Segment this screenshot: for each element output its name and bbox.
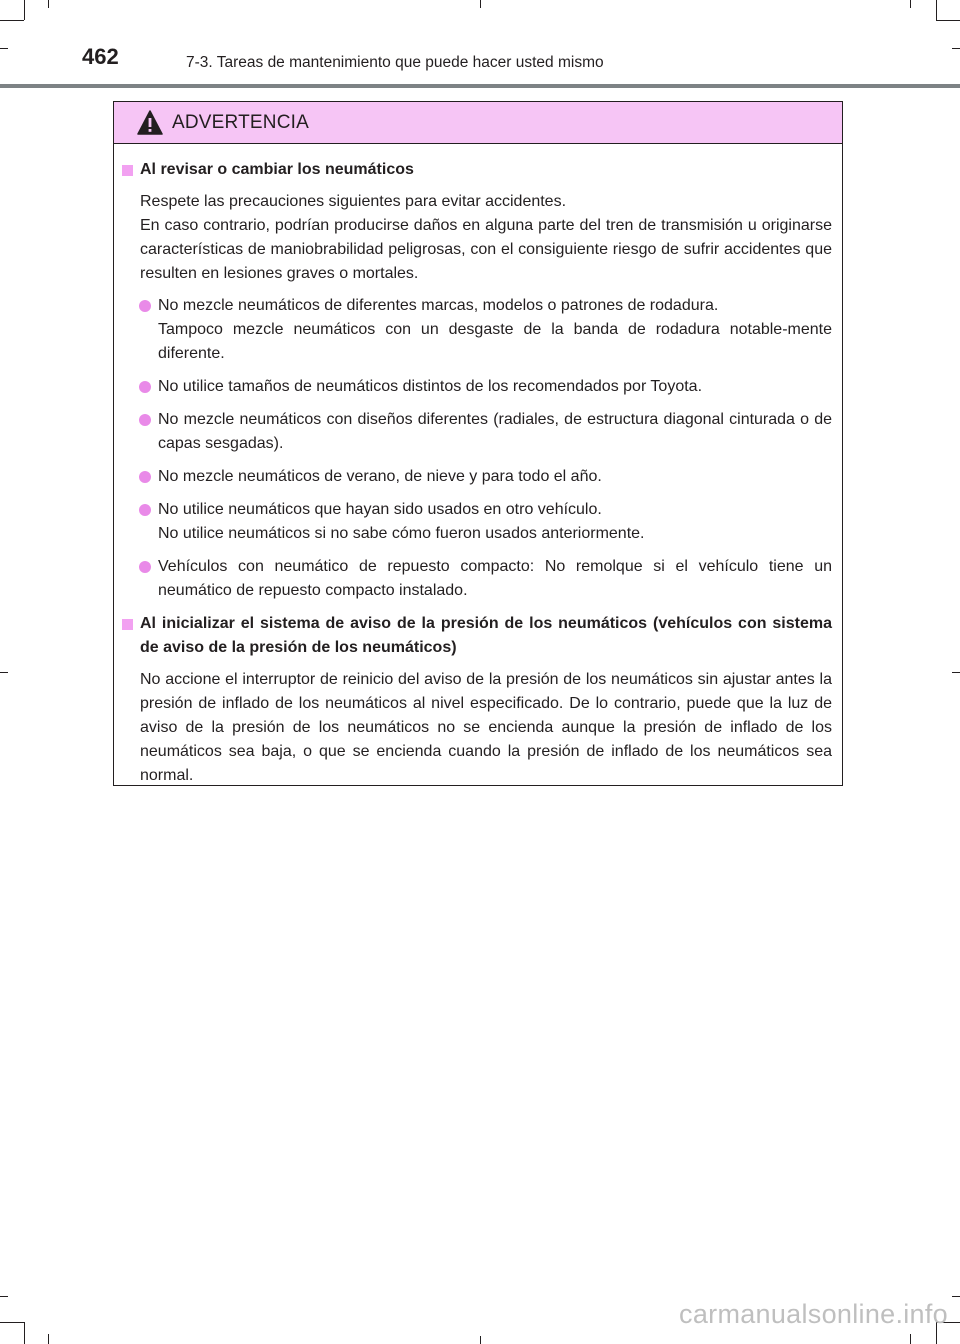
watermark: carmanualsonline.info <box>679 1299 948 1329</box>
crop-mark <box>910 0 911 8</box>
crop-mark <box>952 1296 960 1297</box>
section-heading: Al revisar o cambiar los neumáticos <box>114 158 832 182</box>
bullet-dot-icon <box>139 414 151 426</box>
crop-mark <box>48 0 49 8</box>
crop-mark <box>952 672 960 673</box>
crop-mark <box>910 1334 911 1344</box>
section-title: 7-3. Tareas de mantenimiento que puede hacer usted mismo <box>186 54 604 71</box>
list-item: No mezcle neumáticos de diferentes marcas, modelos o patrones de rodadura. Tampoco mezcle neumáticos con un desgaste de la banda de rodadura notable-mente diferente. <box>114 294 832 366</box>
crop-mark <box>936 20 960 21</box>
crop-mark <box>0 672 8 673</box>
crop-mark <box>480 1336 481 1344</box>
list-item: No utilice neumáticos que hayan sido usados en otro vehículo. No utilice neumáticos si no sabe cómo fueron usados anteriormente. <box>114 498 832 546</box>
crop-mark <box>24 0 25 20</box>
section-paragraph: No accione el interruptor de reinicio del aviso de la presión de los neumáticos sin ajustar antes la presión de inflado de los neumáticos al nivel especificado. De lo contrario, puede que la luz de aviso de la presión de los neumáticos no se encienda aunque la presión de inflado de los neumáticos sea baja, o que se encienda cuando la presión de inflado de los neumáticos sea normal. <box>140 671 832 784</box>
crop-mark <box>480 0 481 8</box>
crop-mark <box>936 0 937 20</box>
crop-mark <box>0 48 8 49</box>
warning-triangle-icon <box>137 110 163 135</box>
page-number: 462 <box>82 44 119 69</box>
bullet-dot-icon <box>139 471 151 483</box>
crop-mark <box>48 1334 49 1344</box>
bullet-dot-icon <box>139 300 151 312</box>
bullet-dot-icon <box>139 561 151 573</box>
bullet-dot-icon <box>139 381 151 393</box>
warning-box <box>113 101 843 786</box>
crop-mark <box>24 1322 25 1344</box>
crop-mark <box>0 20 24 21</box>
warning-title: ADVERTENCIA <box>172 112 309 133</box>
square-bullet-icon <box>122 619 133 630</box>
crop-mark <box>0 1296 8 1297</box>
section-heading: Al inicializar el sistema de aviso de la presión de los neumáticos (vehículos con sistema de aviso de la presión de los neumáticos) <box>114 612 832 660</box>
warning-header <box>114 102 842 144</box>
square-bullet-icon <box>122 165 133 176</box>
list-item: No mezcle neumáticos con diseños diferentes (radiales, de estructura diagonal cinturada o de capas sesgadas). <box>114 408 832 456</box>
list-item: No mezcle neumáticos de verano, de nieve y para todo el año. <box>114 465 832 489</box>
section-paragraph: Respete las precauciones siguientes para evitar accidentes. En caso contrario, podrían producirse daños en alguna parte del tren de transmisión u originarse características de maniobrabilidad peligrosas, con el consiguiente riesgo de sufrir accidentes que resulten en lesiones graves o mortales. <box>140 193 832 282</box>
bullet-dot-icon <box>139 504 151 516</box>
list-item: No utilice tamaños de neumáticos distintos de los recomendados por Toyota. <box>114 375 832 399</box>
header-rule <box>0 84 960 88</box>
crop-mark <box>952 48 960 49</box>
warning-content <box>114 144 842 788</box>
crop-mark <box>0 1322 24 1323</box>
list-item: Vehículos con neumático de repuesto compacto: No remolque si el vehículo tiene un neumático de repuesto compacto instalado. <box>114 555 832 603</box>
